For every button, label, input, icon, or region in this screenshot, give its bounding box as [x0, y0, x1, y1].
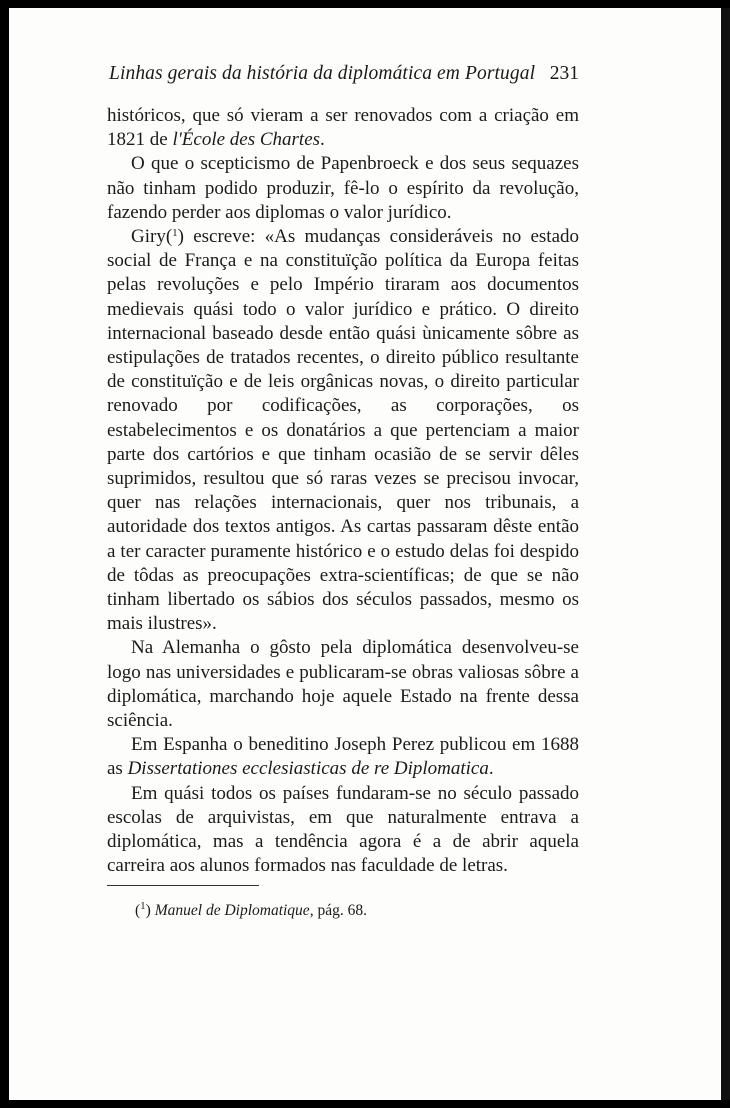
- paragraph-2: O que o scepticismo de Papenbroeck e dos seus sequazes não tinham podido produzir, fê-lo o espírito da revolução, fazendo perder aos diplomas o valor jurídico.: [107, 153, 579, 223]
- running-title: Linhas gerais da história da diplomática em Portugal: [109, 63, 536, 84]
- footnote-divider: [107, 885, 259, 886]
- running-header: [109, 63, 579, 91]
- paragraph-1: históricos, que só vieram a ser renovados com a criação em 1821 de l'École des Chartes.: [107, 105, 579, 151]
- paragraph-6: Em quási todos os países fundaram-se no século passado escolas de arquivistas, em que naturalmente entrava a diplomática, mas a tendência agora é a de abrir aquela carreira aos alunos formados nas faculdade de letras.: [107, 782, 579, 877]
- italic-title: Dissertationes ecclesiasticas de re Diplomatica: [127, 758, 489, 780]
- paragraph-3: Giry($^1$) escreve: «As mudanças consideráveis no estado social de França e na constituïção política da Europa feitas pelas revoluções e pelo Império tiraram aos documentos medievais quási todo o valor jurídico e prático. O direito internacional baseado desde então quási ùnicamente sôbre as estipulações de tratados recentes, o direito público resultante de constituïção e de leis orgânicas novas, o direito particular renovado por codificações, as corporações, os estabelecimentos e os donatários a que pertenciam a maior parte dos cartórios e que tinham ocasião de se servir dêles suprimidos, resultou que só raras vezes se precisou invocar, quer nas relações internacionais, quer nos tribunais, a autoridade dos textos antigos. As cartas passaram dêste então a ter caracter puramente histórico e o estudo delas foi despido de tôdas as preocupações extra-scientíficas; de que se não tinham libertado os sábios dos séculos passados, mesmo os mais ilustres».: [107, 226, 579, 635]
- footnote: ($^1$) Manuel de Diplomatique, pág. 68.: [135, 900, 367, 919]
- italic-title: l'École des Chartes: [172, 129, 321, 151]
- page-number: 231: [549, 63, 579, 84]
- footnote-marker: 1: [140, 900, 146, 912]
- footnote-title: Manuel de Diplomatique,: [154, 902, 314, 919]
- paragraph-4: Na Alemanha o gôsto pela diplomática desenvolveu-se logo nas universidades e publicaram-se obras valiosas sôbre a diplomática, marchando hoje aquele Estado na frente dessa sciência.: [107, 637, 579, 732]
- body-text: [107, 104, 579, 879]
- footnote-ref: 1: [172, 227, 178, 240]
- paragraph-5: Em Espanha o beneditino Joseph Perez publicou em 1688 as Dissertationes ecclesiasticas de re Diplomatica.: [107, 734, 579, 780]
- scan-edge: [721, 8, 730, 1100]
